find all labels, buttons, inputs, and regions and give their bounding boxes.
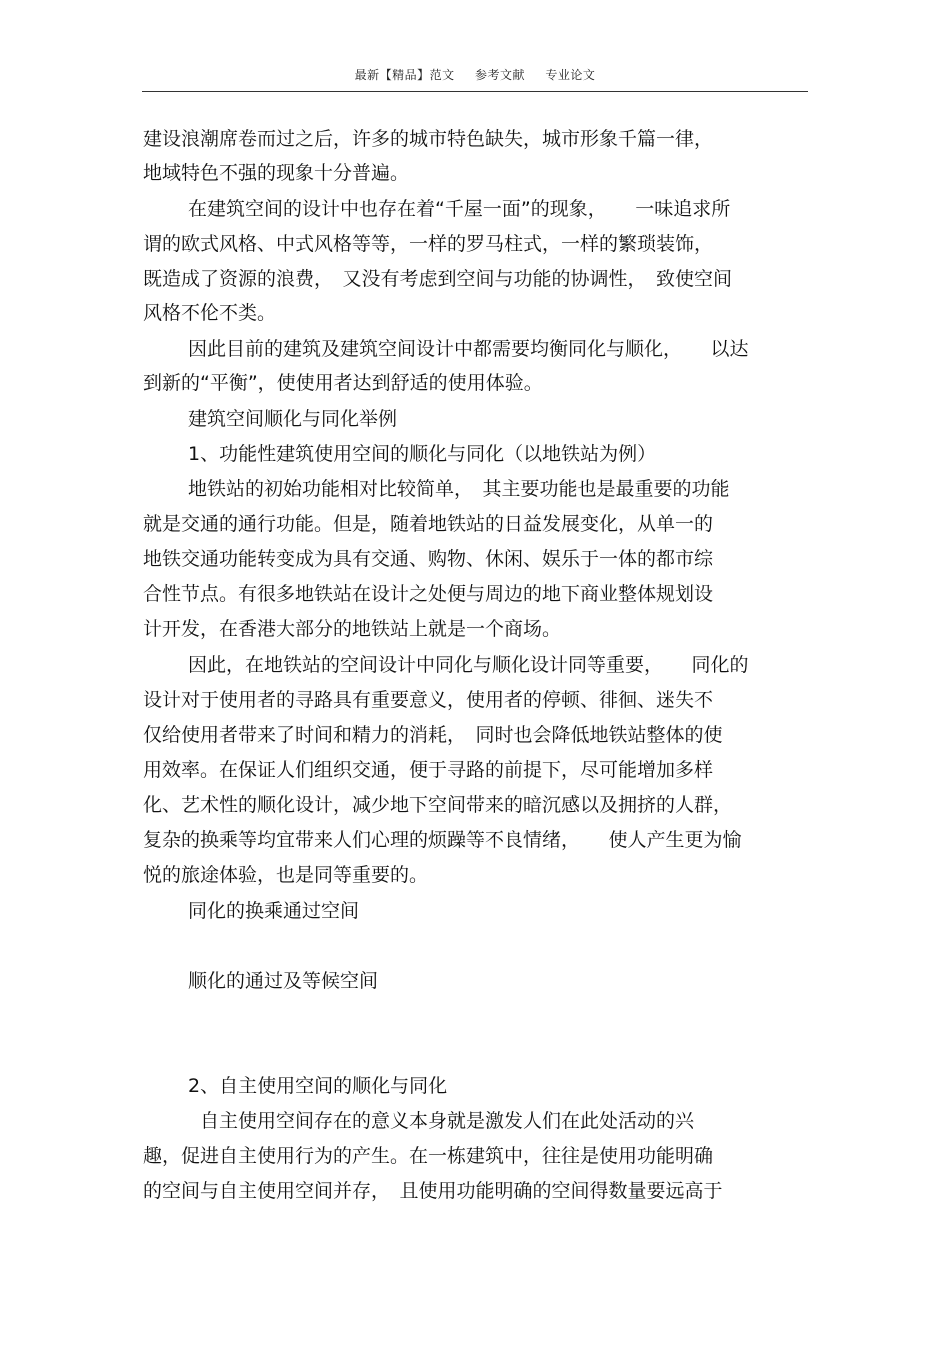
- text-line: 仅给使用者带来了时间和精力的消耗， 同时也会降低地铁站整体的使: [143, 724, 723, 746]
- text-line: 悦的旅途体验，也是同等重要的。: [143, 864, 429, 886]
- text-line: 因此，在地铁站的空间设计中同化与顺化设计同等重要， 同化的: [188, 654, 749, 676]
- text-line: 就是交通的通行功能。但是，随着地铁站的日益发展变化，从单一的: [143, 513, 714, 535]
- text-line: 地铁站的初始功能相对比较简单， 其主要功能也是最重要的功能: [188, 478, 730, 500]
- header-label-references: 参考文献: [474, 68, 525, 82]
- text-line: 风格不伦不类。: [143, 302, 277, 324]
- text-line: 趣，促进自主使用行为的产生。在一栋建筑中，往往是使用功能明确: [143, 1145, 714, 1167]
- text-line: 到新的“平衡”，使使用者达到舒适的使用体验。: [143, 372, 543, 394]
- subsection-heading: 1、功能性建筑使用空间的顺化与同化（以地铁站为例）: [188, 443, 657, 465]
- text-line: 化、艺术性的顺化设计，减少地下空间带来的暗沉感以及拥挤的人群，: [143, 794, 733, 816]
- text-line: 合性节点。有很多地铁站在设计之处便与周边的地下商业整体规划设: [143, 583, 714, 605]
- text-line: 在建筑空间的设计中也存在着“千屋一面”的现象， 一味追求所: [188, 198, 731, 220]
- text-line: 的空间与自主使用空间并存， 且使用功能明确的空间得数量要远高于: [143, 1180, 723, 1202]
- header-label-fanwen: 最新【精品】范文: [354, 68, 455, 82]
- section-heading: 建筑空间顺化与同化举例: [188, 408, 398, 430]
- header-label-papers: 专业论文: [545, 68, 596, 82]
- text-line: 既造成了资源的浪费， 又没有考虑到空间与功能的协调性， 致使空间: [143, 268, 733, 290]
- text-line: 复杂的换乘等均宜带来人们心理的烦躁等不良情绪， 使人产生更为愉: [143, 829, 742, 851]
- text-line: 建设浪潮席卷而过之后，许多的城市特色缺失，城市形象千篇一律，: [143, 128, 714, 150]
- text-line: 因此目前的建筑及建筑空间设计中都需要均衡同化与顺化， 以达: [188, 338, 749, 360]
- text-line: 地域特色不强的现象十分普遍。: [143, 162, 410, 184]
- figure-caption: 同化的换乘通过空间: [188, 900, 360, 922]
- text-line: 设计对于使用者的寻路具有重要意义，使用者的停顿、徘徊、迷失不: [143, 689, 714, 711]
- text-line: 地铁交通功能转变成为具有交通、购物、休闲、娱乐于一体的都市综: [143, 548, 714, 570]
- page-header: [0, 66, 950, 83]
- header-divider: [142, 91, 808, 92]
- figure-caption: 顺化的通过及等候空间: [188, 970, 379, 992]
- text-line: 用效率。在保证人们组织交通，便于寻路的前提下，尽可能增加多样: [143, 759, 714, 781]
- text-line: 谓的欧式风格、中式风格等等，一样的罗马柱式，一样的繁琐装饰，: [143, 233, 714, 255]
- text-line: 自主使用空间存在的意义本身就是激发人们在此处活动的兴: [200, 1110, 695, 1132]
- subsection-heading: 2、自主使用空间的顺化与同化: [188, 1075, 448, 1097]
- text-line: 计开发，在香港大部分的地铁站上就是一个商场。: [143, 618, 562, 640]
